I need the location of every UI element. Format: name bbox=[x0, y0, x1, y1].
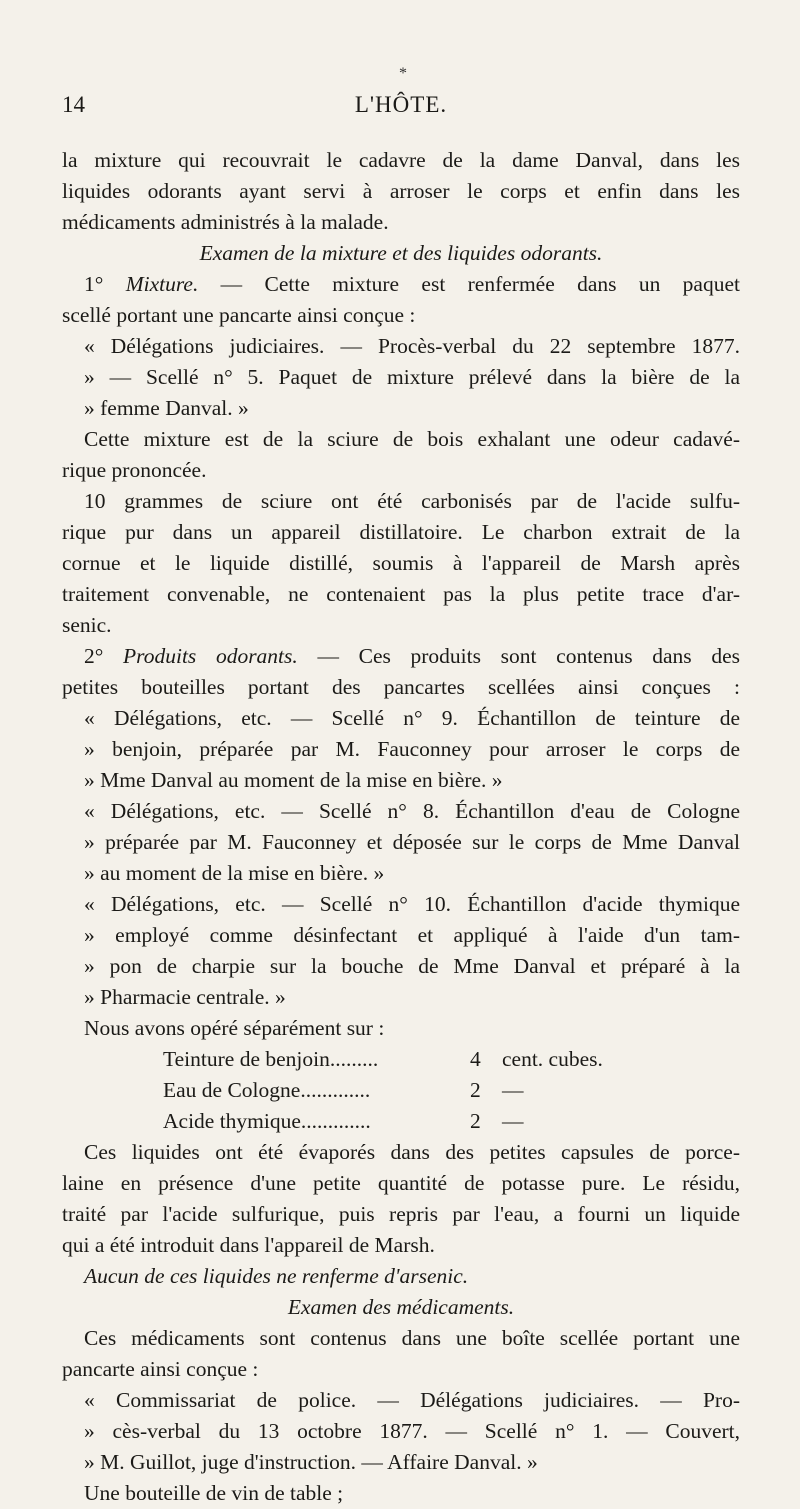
text-line: Une bouteille de vin de table ; bbox=[84, 1481, 344, 1505]
text-line: » cès-verbal du 13 octobre 1877. — Scellé n° 1. — Couvert, bbox=[84, 1419, 740, 1443]
table-row bbox=[62, 1106, 740, 1137]
conclusion-line: Aucun de ces liquides ne renferme d'arsenic. bbox=[84, 1264, 469, 1288]
text-line: médicaments administrés à la malade. bbox=[62, 210, 389, 234]
text-line: la mixture qui recouvrait le cadavre de la dame Danval, dans les bbox=[62, 148, 740, 172]
text-line: traitement convenable, ne contenaient pas la plus petite trace d'ar- bbox=[62, 582, 740, 606]
text-line: » benjoin, préparée par M. Fauconney pour arroser le corps de bbox=[84, 737, 740, 761]
text-line: traité par l'acide sulfurique, puis repris par l'eau, a fourni un liquide bbox=[62, 1202, 740, 1226]
table-cell-unit: — bbox=[502, 1109, 524, 1133]
table-row bbox=[62, 1075, 740, 1106]
text-line: Nous avons opéré séparément sur : bbox=[84, 1016, 385, 1040]
text-line: scellé portant une pancarte ainsi conçue : bbox=[62, 303, 416, 327]
text-line: « Délégations, etc. — Scellé n° 10. Échantillon d'acide thymique bbox=[84, 892, 740, 916]
text-line: » Pharmacie centrale. » bbox=[84, 985, 286, 1009]
text-line: Cette mixture est de la sciure de bois exhalant une odeur cadavé- bbox=[84, 427, 740, 451]
table-cell-value: 2 bbox=[470, 1109, 481, 1133]
text-line: 2° Produits odorants. — Ces produits sont contenus dans des bbox=[84, 644, 740, 668]
running-head: L'HÔTE. bbox=[354, 92, 448, 117]
table-row bbox=[62, 1044, 740, 1075]
text-line: » pon de charpie sur la bouche de Mme Danval et préparé à la bbox=[84, 954, 740, 978]
table-cell-label: Eau de Cologne............. bbox=[163, 1078, 371, 1102]
text-line: qui a été introduit dans l'appareil de Marsh. bbox=[62, 1233, 435, 1257]
text-line: « Délégations, etc. — Scellé n° 8. Échantillon d'eau de Cologne bbox=[84, 799, 740, 823]
text-line: Ces médicaments sont contenus dans une boîte scellée portant une bbox=[84, 1326, 740, 1350]
page-body bbox=[62, 145, 740, 1509]
text-line: » au moment de la mise en bière. » bbox=[84, 861, 385, 885]
text-line: 10 grammes de sciure ont été carbonisés par de l'acide sulfu- bbox=[84, 489, 740, 513]
table-cell-label: Teinture de benjoin......... bbox=[163, 1047, 379, 1071]
text-line: pancarte ainsi conçue : bbox=[62, 1357, 259, 1381]
text-line: » employé comme désinfectant et appliqué à l'aide d'un tam- bbox=[84, 923, 740, 947]
text-line: » M. Guillot, juge d'instruction. — Affaire Danval. » bbox=[84, 1450, 538, 1474]
ornament-mark: * bbox=[399, 65, 407, 82]
table-cell-unit: cent. cubes. bbox=[502, 1047, 603, 1071]
text-line: » préparée par M. Fauconney et déposée sur le corps de Mme Danval bbox=[84, 830, 740, 854]
section-heading: Examen des médicaments. bbox=[287, 1295, 515, 1319]
text-line: cornue et le liquide distillé, soumis à l'appareil de Marsh après bbox=[62, 551, 740, 575]
text-line: rique pur dans un appareil distillatoire. Le charbon extrait de la bbox=[62, 520, 740, 544]
page-header bbox=[62, 92, 740, 126]
page-number: 14 bbox=[62, 92, 85, 117]
text-line: » Mme Danval au moment de la mise en bière. » bbox=[84, 768, 503, 792]
table-cell-label: Acide thymique............. bbox=[163, 1109, 371, 1133]
text-line: senic. bbox=[62, 613, 112, 637]
text-line: « Délégations judiciaires. — Procès-verbal du 22 septembre 1877. bbox=[84, 334, 740, 358]
text-line: petites bouteilles portant des pancartes scellées ainsi conçues : bbox=[62, 675, 740, 699]
text-line: laine en présence d'une petite quantité de potasse pure. Le résidu, bbox=[62, 1171, 740, 1195]
table-cell-value: 2 bbox=[470, 1078, 481, 1102]
text-line: » — Scellé n° 5. Paquet de mixture prélevé dans la bière de la bbox=[84, 365, 740, 389]
text-line: rique prononcée. bbox=[62, 458, 207, 482]
text-line: « Délégations, etc. — Scellé n° 9. Échantillon de teinture de bbox=[84, 706, 740, 730]
text-line: 1° Mixture. — Cette mixture est renfermée dans un paquet bbox=[84, 272, 740, 296]
section-heading: Examen de la mixture et des liquides odorants. bbox=[199, 241, 603, 265]
text-line: liquides odorants ayant servi à arroser le corps et enfin dans les bbox=[62, 179, 740, 203]
text-line: « Commissariat de police. — Délégations judiciaires. — Pro- bbox=[84, 1388, 740, 1412]
table-cell-unit: — bbox=[502, 1078, 524, 1102]
text-line: » femme Danval. » bbox=[84, 396, 249, 420]
table-cell-value: 4 bbox=[470, 1047, 481, 1071]
text-line: Ces liquides ont été évaporés dans des petites capsules de porce- bbox=[84, 1140, 740, 1164]
